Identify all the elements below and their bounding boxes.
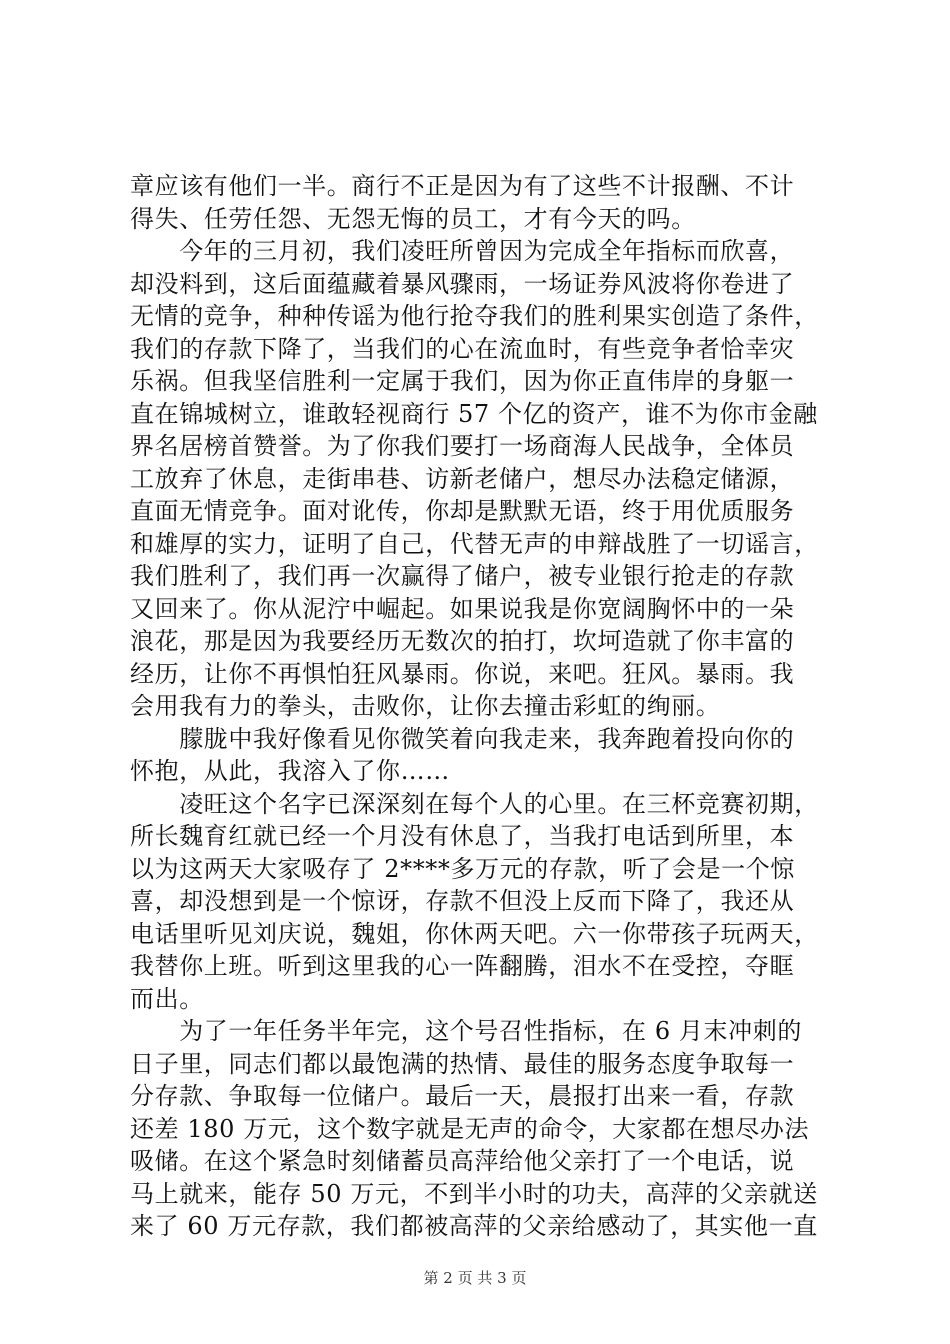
text-line: 朦胧中我好像看见你微笑着向我走来，我奔跑着投向你的 [130,724,795,753]
text-line: 却没料到，这后面蕴藏着暴风骤雨，一场证券风波将你卷进了 [130,269,795,298]
text-line: 为了一年任务半年完，这个号召性指标，在 6 月末冲刺的 [130,1017,802,1045]
text-line: 马上就来，能存 50 万元，不到半小时的功夫，高萍的父亲就送 [130,1179,818,1208]
text-line: 日子里，同志们都以最饱满的热情、最佳的服务态度争取每一 [130,1049,795,1078]
text-line: 又回来了。你从泥泞中崛起。如果说我是你宽阔胸怀中的一朵 [130,594,795,623]
text-line: 界名居榜首赞誉。为了你我们要打一场商海人民战争，全体员 [130,432,795,460]
page-footer: 第 2 页 共 3 页 [423,1269,527,1287]
text-line: 分存款、争取每一位储户。最后一天，晨报打出来一看，存款 [130,1082,795,1110]
text-line: 凌旺这个名字已深深刻在每个人的心里。在三杯竞赛初期， [130,789,819,818]
text-line: 无情的竞争，种种传谣为他行抢夺我们的胜利果实创造了条件， [130,302,819,330]
text-line: 乐祸。但我坚信胜利一定属于我们，因为你正直伟岸的身躯一 [130,367,795,395]
text-line: 得失、任劳任怨、无怨无悔的员工，才有今天的吗。 [130,204,696,233]
text-line: 章应该有他们一半。商行不正是因为有了这些不计报酬、不计 [130,172,795,200]
document-body [130,170,830,1243]
text-line: 我们胜利了，我们再一次赢得了储户，被专业银行抢走的存款 [130,562,795,590]
text-line: 会用我有力的拳头，击败你，让你去撞击彩虹的绚丽。 [130,692,721,720]
text-line: 我们的存款下降了，当我们的心在流血时，有些竞争者恰幸灾 [130,334,795,363]
text-line: 来了 60 万元存款，我们都被高萍的父亲给感动了，其实他一直 [130,1212,818,1240]
text-line: 所长魏育红就已经一个月没有休息了，当我打电话到所里，本 [130,822,795,850]
text-line: 还差 180 万元，这个数字就是无声的命令，大家都在想尽办法 [130,1114,810,1143]
text-line: 怀抱，从此，我溶入了你…… [130,757,450,785]
text-line: 直面无情竞争。面对讹传，你却是默默无语，终于用优质服务 [130,497,795,525]
text-line: 浪花，那是因为我要经历无数次的拍打，坎坷造就了你丰富的 [130,627,795,655]
text-line: 吸储。在这个紧急时刻储蓄员高萍给他父亲打了一个电话，说 [130,1147,795,1175]
text-line: 今年的三月初，我们凌旺所曾因为完成全年指标而欣喜， [130,237,795,265]
text-line: 而出。 [130,984,204,1013]
text-line: 工放弃了休息，走街串巷、访新老储户，想尽办法稳定储源， [130,464,795,493]
text-line: 和雄厚的实力，证明了自己，代替无声的申辩战胜了一切谣言， [130,529,819,558]
text-line: 直在锦城树立，谁敢轻视商行 57 个亿的资产，谁不为你市金融 [130,399,818,428]
text-line: 经历，让你不再惧怕狂风暴雨。你说，来吧。狂风。暴雨。我 [130,659,795,688]
text-line: 电话里听见刘庆说，魏姐，你休两天吧。六一你带孩子玩两天， [130,919,819,948]
text-line: 喜，却没想到是一个惊讶，存款不但没上反而下降了，我还从 [130,887,795,915]
text-line: 以为这两天大家吸存了 2****多万元的存款，听了会是一个惊 [130,854,795,883]
text-line: 我替你上班。听到这里我的心一阵翻腾，泪水不在受控，夺眶 [130,952,795,980]
